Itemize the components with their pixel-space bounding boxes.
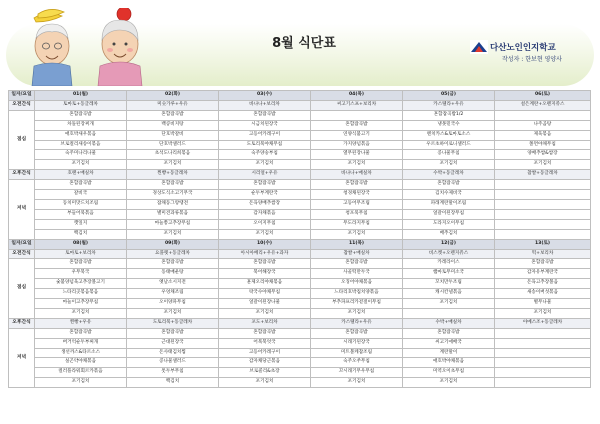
pm-snack-cell: 수박+매실차 — [403, 318, 495, 328]
dinner-cell — [495, 338, 591, 348]
lunch-cell: 포기김치 — [219, 160, 311, 170]
menu-table-wrap — [8, 90, 590, 388]
dinner-cell: 잡채동그랑땡전 — [127, 199, 219, 209]
lunch-label: 점심 — [9, 259, 35, 318]
dinner-cell: 꼬시래기무우무침 — [311, 368, 403, 378]
lunch-cell: 훈제오리야채볶음 — [219, 279, 311, 289]
am-snack-cell: 미숫가루+우유 — [127, 100, 219, 110]
pm-snack-row — [9, 170, 591, 180]
dinner-cell: 톳두부무침 — [127, 368, 219, 378]
dinner-cell: 혼합잡곡밥 — [403, 180, 495, 190]
lunch-cell: 브로컬리새송이볶음 — [35, 140, 127, 150]
lunch-cell: 혼합잡곡밥 — [219, 259, 311, 269]
lunch-cell: 열무된장나물 — [311, 150, 403, 160]
lunch-row — [9, 110, 591, 120]
dinner-cell: 혼합잡곡밥 — [403, 328, 495, 338]
dinner-cell: 혼합잡곡밥 — [311, 328, 403, 338]
date-day-label: 일자/요일 — [9, 239, 35, 249]
school-logo-icon — [470, 40, 488, 54]
dinner-cell — [495, 219, 591, 229]
am-snack-label: 오전간식 — [9, 249, 35, 259]
dinner-row — [9, 378, 591, 388]
dinner-row — [9, 229, 591, 239]
day-header: 03(수) — [219, 91, 311, 101]
dinner-cell: 미역오이초무침 — [403, 368, 495, 378]
lunch-cell: 혼합잡곡밥 — [495, 259, 591, 269]
dinner-cell: 갈비국 — [35, 190, 127, 200]
menu-table — [8, 90, 591, 388]
dinner-cell: 포기김치 — [127, 229, 219, 239]
dinner-cell: 어묵북엇국 — [219, 338, 311, 348]
am-snack-cell: 비스켓+오렌지쥬스 — [403, 249, 495, 259]
dinner-cell: 혼합잡곡밥 — [219, 328, 311, 338]
lunch-row — [9, 140, 591, 150]
dinner-cell: 순두부계란국 — [219, 190, 311, 200]
day-header: 13(토) — [495, 239, 591, 249]
lunch-cell: 애호박새우볶음 — [35, 130, 127, 140]
lunch-cell: 양배추쌈&쌈장 — [495, 150, 591, 160]
lunch-cell: 포기김치 — [35, 160, 127, 170]
dinner-cell: 부들어묵볶음 — [35, 209, 127, 219]
dinner-cell: 씨고기애배국 — [403, 338, 495, 348]
dinner-cell: 포기김치 — [403, 378, 495, 388]
dinner-cell: 오이지무침 — [219, 219, 311, 229]
day-header: 08(월) — [35, 239, 127, 249]
lunch-cell: 꼬치만두조림 — [403, 279, 495, 289]
lunch-row — [9, 150, 591, 160]
dinner-cell: 포기김치 — [219, 378, 311, 388]
dinner-cell: 버거억순두부찌개 — [35, 338, 127, 348]
lunch-cell: 연양식불고기 — [311, 130, 403, 140]
lunch-cell: 혼합잡곡밥 — [127, 110, 219, 120]
am-snack-cell: 찹쌀+매실차 — [311, 249, 403, 259]
dinner-row — [9, 199, 591, 209]
dinner-row — [9, 368, 591, 378]
dinner-cell: 김치수제비국 — [403, 190, 495, 200]
pm-snack-cell: 포도+보리차 — [219, 318, 311, 328]
lunch-cell: 멘치카스&토마토소스 — [403, 130, 495, 140]
lunch-cell: 냉못밑국수 — [403, 120, 495, 130]
day-header: 09(화) — [127, 239, 219, 249]
lunch-cell: 느타리곳볶음볶음 — [35, 289, 127, 299]
pm-snack-cell: 도토리묵+동글레차 — [127, 318, 219, 328]
dinner-cell: 시래기된장국 — [311, 338, 403, 348]
dinner-cell: 깻잎지 — [35, 219, 127, 229]
lunch-row — [9, 130, 591, 140]
lunch-cell: 우르초하이로니샐러드 — [403, 140, 495, 150]
am-snack-label: 오전간식 — [9, 100, 35, 110]
dinner-cell: 혼합잡곡밥 — [219, 180, 311, 190]
pm-snack-cell: 찐빵+동글레차 — [127, 170, 219, 180]
lunch-row — [9, 279, 591, 289]
lunch-cell — [495, 110, 591, 120]
am-snack-cell: 아시아베리+우유+과자 — [219, 249, 311, 259]
dinner-cell: 감자채볶음 — [219, 209, 311, 219]
lunch-cell: 숙주미나리나물 — [35, 150, 127, 160]
date-header-row — [9, 239, 591, 249]
lunch-cell: 옛날소시지전 — [127, 279, 219, 289]
lunch-row — [9, 299, 591, 309]
lunch-cell: 콩나물무침 — [403, 150, 495, 160]
pm-snack-cell: 수박+동글레차 — [403, 170, 495, 180]
dinner-cell — [495, 378, 591, 388]
author-credit: 작성자 : 한보현 영양사 — [502, 56, 562, 63]
dinner-cell: 혼합잡곡밥 — [35, 328, 127, 338]
lunch-cell: 마늘이고추장무침 — [35, 299, 127, 309]
day-header: 04(목) — [311, 91, 403, 101]
lunch-cell: 시금치된장국 — [219, 120, 311, 130]
dinner-cell: 생선까스&타르소스 — [35, 348, 127, 358]
lunch-cell: 오징어야채볶음 — [311, 279, 403, 289]
lunch-cell: 포기김치 — [403, 160, 495, 170]
lunch-cell: 별무나물 — [495, 299, 591, 309]
dinner-cell: 경상도식소고기무국 — [127, 190, 219, 200]
dinner-cell — [495, 368, 591, 378]
pm-snack-label: 오후간식 — [9, 318, 35, 328]
dinner-cell: 백김치 — [127, 378, 219, 388]
lunch-cell: 혼합잡곡밥 — [127, 259, 219, 269]
dinner-cell: 혼합잡곡밥 — [35, 180, 127, 190]
dinner-cell: 얼갈이된장무침 — [403, 209, 495, 219]
lunch-cell: 고등어카레구이 — [219, 130, 311, 140]
dinner-cell — [495, 229, 591, 239]
dinner-cell: 배추김치 — [403, 229, 495, 239]
dinner-row — [9, 358, 591, 368]
day-header: 12(금) — [403, 239, 495, 249]
lunch-cell: 얼갈이된장나물 — [219, 299, 311, 309]
lunch-row — [9, 160, 591, 170]
lunch-cell: 가지양념볶음 — [311, 140, 403, 150]
dinner-cell — [495, 199, 591, 209]
dinner-cell: 무도라지무침 — [311, 219, 403, 229]
lunch-row — [9, 269, 591, 279]
menu-table-body — [9, 91, 591, 388]
day-header: 01(월) — [35, 91, 127, 101]
dinner-cell — [495, 190, 591, 200]
lunch-cell: 초석도나리희볶음 — [127, 150, 219, 160]
dinner-cell: 혼합잡곡밥 — [311, 180, 403, 190]
dinner-cell: 포기김치 — [311, 229, 403, 239]
lunch-cell: 포기김치 — [311, 160, 403, 170]
dinner-cell — [495, 328, 591, 338]
day-header: 02(화) — [127, 91, 219, 101]
lunch-cell: 단호박샐러드 — [127, 140, 219, 150]
am-snack-cell: 토마토+보리차 — [35, 249, 127, 259]
lunch-cell: 햄마토무미소국 — [403, 269, 495, 279]
header-banner — [6, 24, 594, 86]
dinner-cell — [495, 180, 591, 190]
lunch-cell: 우무북국 — [35, 269, 127, 279]
lunch-row — [9, 259, 591, 269]
lunch-cell: 쫄면야채무침 — [495, 140, 591, 150]
lunch-cell: 포기김치 — [127, 160, 219, 170]
dinner-row — [9, 328, 591, 338]
lunch-cell: 북어해장국 — [219, 269, 311, 279]
lunch-cell: 락국수야채무침 — [219, 289, 311, 299]
lunch-cell: 사골떡만두국 — [311, 269, 403, 279]
lunch-cell: 감자유부계란국 — [495, 269, 591, 279]
dinner-cell: 백김치 — [35, 229, 127, 239]
dinner-cell: 돈사태김치찜 — [127, 348, 219, 358]
lunch-cell: 포기김치 — [495, 160, 591, 170]
lunch-cell: 단호박갈비 — [127, 130, 219, 140]
dinner-cell: 고등어무조림 — [311, 199, 403, 209]
lunch-cell: 혼합잡곡밥1/2 — [403, 110, 495, 120]
day-header: 06(토) — [495, 91, 591, 101]
lunch-cell: 나주곰탕 — [495, 120, 591, 130]
day-header: 05(금) — [403, 91, 495, 101]
lunch-cell: 도토리묵야채무침 — [219, 140, 311, 150]
pm-snack-cell: 호랜+매실차 — [35, 170, 127, 180]
date-header-row — [9, 91, 591, 101]
lunch-cell: 혼합잡곡밥 — [35, 110, 127, 120]
org-name: 다산노인인지학교 — [490, 43, 556, 53]
am-snack-cell: 토마토+동글레차 — [35, 100, 127, 110]
dinner-cell: 동치미맛드치조림 — [35, 199, 127, 209]
pm-snack-row — [9, 318, 591, 328]
dinner-cell: 마늘쫑고추장무침 — [127, 219, 219, 229]
lunch-cell: 동태매운탕 — [127, 269, 219, 279]
dinner-cell: 콩나물샐러드 — [127, 358, 219, 368]
pm-snack-cell: 찹쌀+동글레차 — [495, 170, 591, 180]
lunch-cell: 포기김치 — [495, 308, 591, 318]
dinner-cell: 청포묵무침 — [311, 209, 403, 219]
dinner-cell: 근대된장국 — [127, 338, 219, 348]
dinner-cell — [495, 209, 591, 219]
pm-snack-cell: 시리얼+우유 — [219, 170, 311, 180]
am-snack-row — [9, 249, 591, 259]
lunch-row — [9, 308, 591, 318]
dinner-cell: 실곤약야채볶음 — [35, 358, 127, 368]
lunch-cell: 느타리호박집치양볶음 — [311, 289, 403, 299]
dinner-row — [9, 348, 591, 358]
day-header: 11(목) — [311, 239, 403, 249]
lunch-cell: 혼합잡곡밥 — [219, 110, 311, 120]
lunch-cell: 포기김치 — [403, 299, 495, 309]
am-snack-cell: 씨고기스프+보리차 — [311, 100, 403, 110]
dinner-label: 저녁 — [9, 180, 35, 239]
dinner-cell: 컬러플라워회르카볶음 — [35, 368, 127, 378]
dinner-row — [9, 190, 591, 200]
date-day-label: 일자/요일 — [9, 91, 35, 101]
dinner-cell: 숙주오쑤무침 — [311, 358, 403, 368]
lunch-cell: 제육볶음 — [495, 130, 591, 140]
pm-snack-cell: 아메스조+동글레차 — [495, 318, 591, 328]
dinner-cell: 브로콜리&초장 — [219, 368, 311, 378]
lunch-cell: 포기김치 — [219, 308, 311, 318]
lunch-label: 점심 — [9, 110, 35, 169]
dinner-row — [9, 219, 591, 229]
pm-snack-cell: 카스텔라+우유 — [311, 318, 403, 328]
pm-snack-label: 오후간식 — [9, 170, 35, 180]
lunch-cell: 포기김치 — [35, 308, 127, 318]
dinner-cell: 포기김치 — [219, 229, 311, 239]
dinner-row — [9, 180, 591, 190]
lunch-cell: 숯불양념육고추장볼고기 — [35, 279, 127, 289]
lunch-cell: 숙주양숭부침 — [219, 150, 311, 160]
day-header: 10(수) — [219, 239, 311, 249]
am-snack-cell: 떡+보리차 — [495, 249, 591, 259]
elderly-couple-illustration — [28, 8, 148, 86]
dinner-cell: 파래계란말이조림 — [403, 199, 495, 209]
lunch-cell: 캐시칸넬볶음 — [403, 289, 495, 299]
am-snack-cell: 바나나+보리차 — [219, 100, 311, 110]
pm-snack-cell: 바나나+매실차 — [311, 170, 403, 180]
dinner-cell: 별미견과류볶음 — [127, 209, 219, 219]
dinner-cell: 혼합잡곡밥 — [127, 180, 219, 190]
dinner-row — [9, 338, 591, 348]
dinner-cell: 혼합잡곡밥 — [127, 328, 219, 338]
dinner-row — [9, 209, 591, 219]
dinner-cell: 청경채된장국 — [311, 190, 403, 200]
lunch-cell: 혼합잡곡밥 — [311, 259, 403, 269]
lunch-cell: 백콩비지탕 — [127, 120, 219, 130]
lunch-cell: 우엉채조림 — [127, 289, 219, 299]
lunch-cell: 새송이버섯볶음 — [495, 289, 591, 299]
dinner-cell: 애호박야채볶음 — [403, 358, 495, 368]
dinner-cell: 미트볼케찹조림 — [311, 348, 403, 358]
am-snack-row — [9, 100, 591, 110]
dinner-cell — [495, 358, 591, 368]
am-snack-cell: 요플렛+동글레차 — [127, 249, 219, 259]
dinner-label: 저녁 — [9, 328, 35, 387]
lunch-cell: 돈육고추장볼음 — [495, 279, 591, 289]
lunch-cell: 오이양파무침 — [127, 299, 219, 309]
dinner-cell: 도라지오이무침 — [403, 219, 495, 229]
lunch-cell — [311, 110, 403, 120]
lunch-row — [9, 289, 591, 299]
dinner-cell: 고등어카레구이 — [219, 348, 311, 358]
dinner-cell: 포기김치 — [311, 378, 403, 388]
lunch-cell: 카레라이스 — [403, 259, 495, 269]
lunch-row — [9, 120, 591, 130]
page-title: 8월 식단표 — [272, 36, 336, 51]
dinner-cell: 계란말이 — [403, 348, 495, 358]
am-snack-cell: 설은계란+오렌지쥬스 — [495, 100, 591, 110]
pm-snack-cell: 찐빵+우유 — [35, 318, 127, 328]
dinner-cell: 돈육양배추쌈장 — [219, 199, 311, 209]
lunch-cell: 혼합잡곡밥 — [311, 120, 403, 130]
lunch-cell — [403, 308, 495, 318]
dinner-cell: 감자채당근볶음 — [219, 358, 311, 368]
lunch-cell: 포기김치 — [311, 308, 403, 318]
lunch-cell: 포기김치 — [127, 308, 219, 318]
dinner-cell — [495, 348, 591, 358]
lunch-cell: 차돌된장찌개 — [35, 120, 127, 130]
lunch-cell: 혼합잡곡밥 — [35, 259, 127, 269]
dinner-cell: 포기김치 — [35, 378, 127, 388]
am-snack-cell: 카스텔라+우유 — [403, 100, 495, 110]
lunch-cell: 부추파프리카겉절이무침 — [311, 299, 403, 309]
